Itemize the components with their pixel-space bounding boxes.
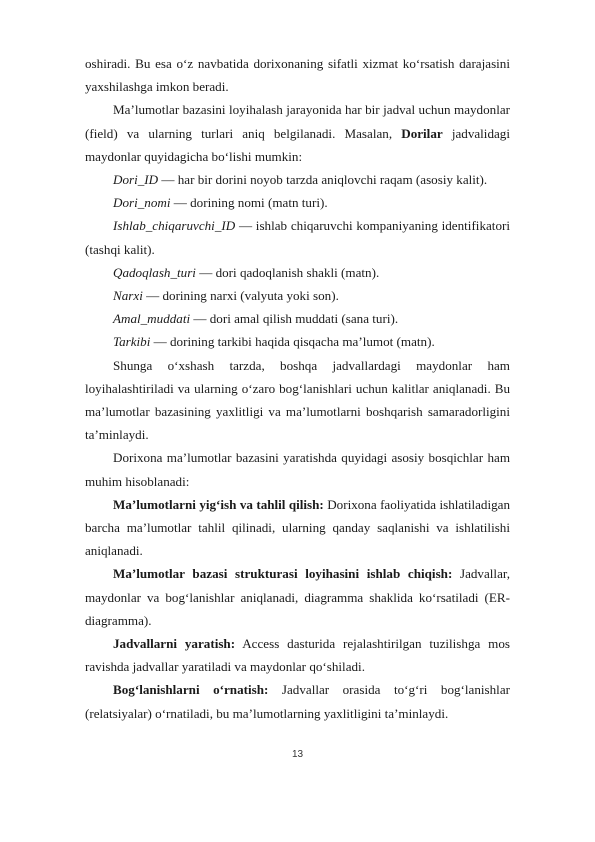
step-title: Ma’lumotlarni yig‘ish va tahlil qilish: xyxy=(113,496,324,512)
field-name: Ishlab_chiqaruvchi_ID xyxy=(113,218,236,234)
step-title: Jadvallarni yaratish: xyxy=(113,636,236,652)
field-item xyxy=(85,168,510,191)
field-description: — dori amal qilish muddati (sana turi). xyxy=(190,311,399,327)
field-name: Tarkibi xyxy=(113,334,151,350)
paragraph-fields-intro xyxy=(85,98,510,168)
field-item xyxy=(85,191,510,214)
field-description: — ishlab chiqaruvchi kompaniyaning identifikatori (tashqi kalit). xyxy=(85,218,510,257)
step-item xyxy=(85,632,510,678)
body-text xyxy=(85,52,510,725)
paragraph-text: Shunga o‘xshash tarzda, boshqa jadvallardagi maydonlar ham loyihalashtiriladi va ularning o‘zaro bog‘lanishlari uchun kalitlar aniqlanadi. Bu ma’lumotlar bazasining yaxlitligi va ma’lumotlarni boshqarish samaradorligini ta’minlaydi. xyxy=(85,357,510,443)
paragraph-steps-intro xyxy=(85,446,510,492)
paragraph-text: Ma’lumotlar bazasini loyihalash jarayonida har bir jadval uchun maydonlar (field) va ularning turlari aniq belgilanadi. Masalan, xyxy=(85,102,510,141)
paragraph-fields-summary xyxy=(85,354,510,447)
paragraph-text: jadvalidagi maydonlar quyidagicha bo‘lishi mumkin: xyxy=(85,125,510,164)
step-item xyxy=(85,562,510,632)
step-text: Jadvallar orasida to‘g‘ri bog‘lanishlar (relatsiyalar) o‘rnatiladi, bu ma’lumotlarning yaxlitligini ta’minlaydi. xyxy=(85,682,510,721)
field-description: — dorining nomi (matn turi). xyxy=(170,195,328,211)
field-name: Dori_nomi xyxy=(113,195,171,211)
step-text: Access dasturida rejalashtirilgan tuzilishga mos ravishda jadvallar yaratiladi va maydonlar qo‘shiladi. xyxy=(85,636,510,675)
step-title: Ma’lumotlar bazasi strukturasi loyihasini ishlab chiqish: xyxy=(113,566,453,582)
paragraph-text: Dorixona ma’lumotlar bazasini yaratishda quyidagi asosiy bosqichlar ham muhim hisoblanadi: xyxy=(85,450,510,489)
step-text: Jadvallar, maydonlar va bog‘lanishlar aniqlanadi, diagramma shaklida ko‘rsatiladi (ER-diagramma). xyxy=(85,566,510,628)
step-item xyxy=(85,678,510,724)
field-item xyxy=(85,261,510,284)
field-description: — dori qadoqlanish shakli (matn). xyxy=(195,264,380,280)
field-item xyxy=(85,214,510,260)
field-description: — dorining tarkibi haqida qisqacha ma’lumot (matn). xyxy=(150,334,435,350)
field-item xyxy=(85,330,510,353)
table-name-dorilar: Dorilar xyxy=(401,125,443,141)
step-title: Bog‘lanishlarni o‘rnatish: xyxy=(113,682,269,698)
step-item xyxy=(85,493,510,563)
field-description: — har bir dorini noyob tarzda aniqlovchi raqam (asosiy kalit). xyxy=(158,172,488,188)
field-name: Amal_muddati xyxy=(113,311,191,327)
field-description: — dorining narxi (valyuta yoki son). xyxy=(142,288,339,304)
paragraph-intro xyxy=(85,52,510,98)
field-name: Narxi xyxy=(113,288,143,304)
field-name: Dori_ID xyxy=(113,172,159,188)
field-item xyxy=(85,307,510,330)
field-name: Qadoqlash_turi xyxy=(113,264,196,280)
paragraph-text: oshiradi. Bu esa o‘z navbatida dorixonaning sifatli xizmat ko‘rsatish darajasini yaxshilashga imkon beradi. xyxy=(85,56,510,95)
field-item xyxy=(85,284,510,307)
page-number: 13 xyxy=(291,749,304,760)
step-text: Dorixona faoliyatida ishlatiladigan barcha ma’lumotlar tahlil qilinadi, ularning qanday saqlanishi va ishlatilishi aniqlanadi. xyxy=(85,496,511,559)
